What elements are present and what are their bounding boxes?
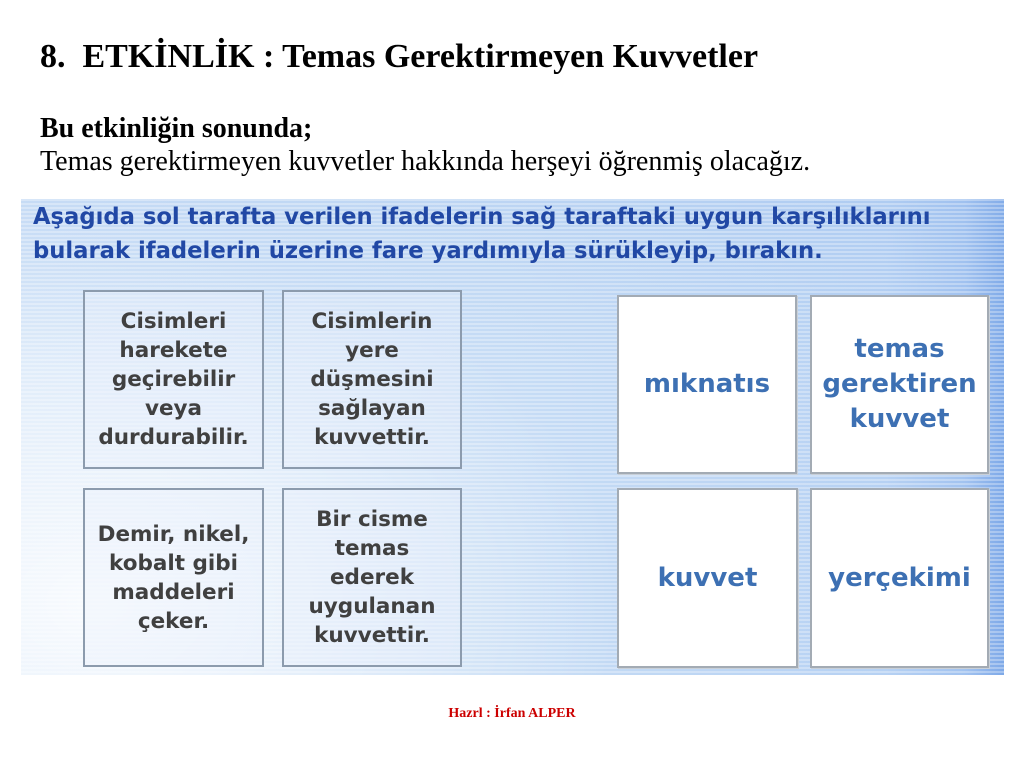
statement-card-4[interactable] bbox=[282, 488, 462, 667]
answer-card-kuvvet[interactable] bbox=[617, 488, 798, 668]
statement-line: düşmesini bbox=[310, 367, 434, 392]
statement-line: durdurabilir. bbox=[98, 425, 249, 450]
statement-line: harekete bbox=[119, 338, 228, 363]
answer-card-miknatis[interactable] bbox=[617, 295, 797, 474]
statement-card-1[interactable] bbox=[83, 290, 264, 469]
author-credit: Hazrl : İrfan ALPER bbox=[448, 706, 576, 721]
statement-card-2[interactable] bbox=[282, 290, 462, 469]
slide-title: 8. ETKİNLİK : Temas Gerektirmeyen Kuvvetler bbox=[40, 38, 759, 75]
activity-panel bbox=[21, 199, 1004, 675]
answer-text bbox=[644, 367, 770, 402]
statement-text bbox=[98, 307, 248, 452]
answer-text bbox=[658, 561, 758, 596]
statement-line: Cisimleri bbox=[120, 309, 227, 334]
statement-line: kuvvettir. bbox=[314, 425, 430, 450]
statement-line: Demir, nikel, bbox=[97, 521, 250, 547]
instruction-line: bularak ifadelerin üzerine fare yardımıyla sürükleyip, bırakın. bbox=[33, 238, 823, 264]
statement-text bbox=[310, 307, 433, 452]
statement-card-3[interactable] bbox=[83, 488, 264, 667]
answer-text bbox=[828, 561, 971, 596]
statement-line: sağlayan bbox=[318, 396, 426, 421]
answer-line: kuvvet bbox=[849, 404, 950, 434]
statement-line: Cisimlerin bbox=[311, 309, 433, 334]
statement-line: kobalt gibi bbox=[108, 550, 239, 576]
answer-line: yerçekimi bbox=[828, 562, 971, 593]
objective-heading: Bu etkinliğin sonunda; bbox=[40, 113, 313, 144]
activity-instructions bbox=[33, 200, 931, 268]
statement-line: temas bbox=[334, 536, 410, 561]
statement-line: veya bbox=[144, 396, 203, 421]
answer-text bbox=[822, 332, 976, 437]
objective-block bbox=[40, 112, 810, 178]
statement-line: ederek bbox=[329, 565, 415, 590]
statement-line: Bir cisme bbox=[316, 507, 428, 532]
answer-line: mıknatıs bbox=[643, 369, 771, 399]
answer-line: gerektiren bbox=[822, 369, 977, 399]
answer-card-temas-gerektiren-kuvvet[interactable] bbox=[810, 295, 989, 474]
answer-line: temas bbox=[854, 334, 945, 364]
statement-line: geçirebilir bbox=[111, 367, 236, 392]
statement-line: maddeleri bbox=[112, 579, 235, 605]
answer-card-yercekimi[interactable] bbox=[810, 488, 989, 668]
statement-line: yere bbox=[345, 338, 399, 363]
objective-text: Temas gerektirmeyen kuvvetler hakkında herşeyi öğrenmiş olacağız. bbox=[40, 146, 811, 177]
statement-line: çeker. bbox=[137, 608, 210, 634]
instruction-line: Aşağıda sol tarafta verilen ifadelerin sağ taraftaki uygun karşılıklarını bbox=[33, 204, 931, 230]
statement-line: kuvvettir. bbox=[314, 623, 430, 648]
answer-line: kuvvet bbox=[657, 562, 758, 593]
statement-text bbox=[308, 505, 435, 650]
statement-line: uygulanan bbox=[308, 594, 436, 619]
statement-text bbox=[98, 520, 250, 636]
